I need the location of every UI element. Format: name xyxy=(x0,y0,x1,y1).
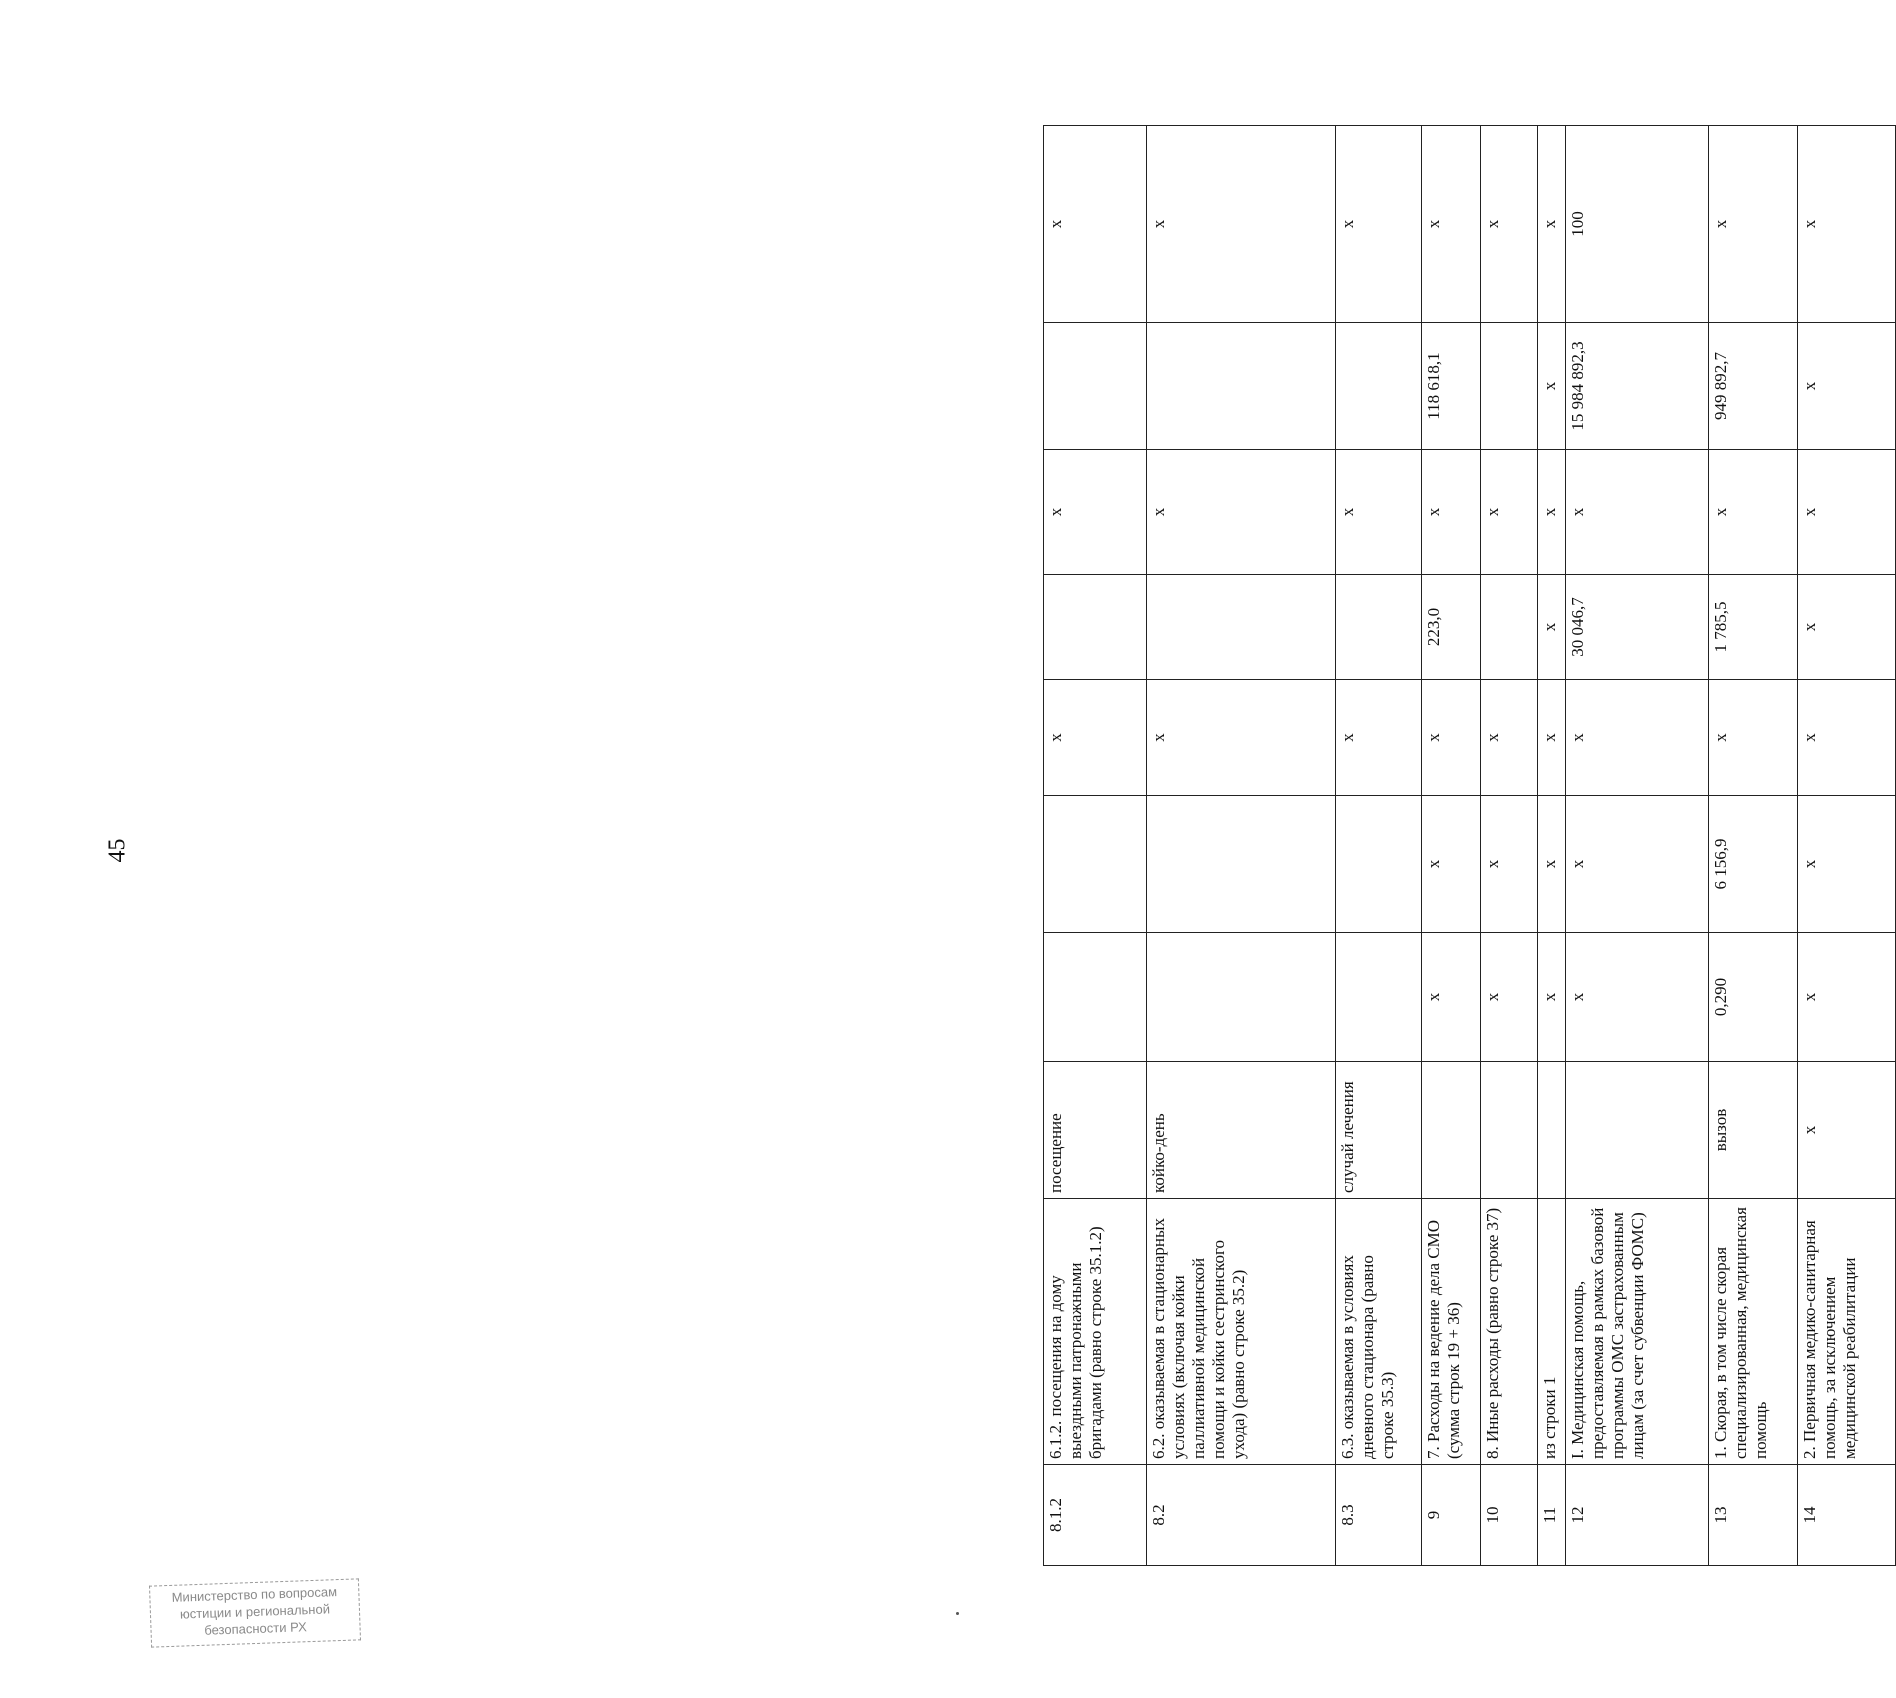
cell-value: х xyxy=(1422,933,1481,1062)
cell-value: 30 046,7 xyxy=(1566,575,1709,680)
table-row xyxy=(1044,126,1147,1566)
row-number: 13 xyxy=(1709,1465,1798,1566)
row-unit: посещение xyxy=(1044,1062,1147,1199)
cell-value: х xyxy=(1481,796,1538,933)
row-number: 8.3 xyxy=(1336,1465,1422,1566)
row-number: 12 xyxy=(1566,1465,1709,1566)
data-table xyxy=(1043,125,1896,1566)
cell-value: х xyxy=(1044,450,1147,575)
cell-value: х xyxy=(1044,126,1147,323)
row-name: 6.1.2. посещения на дому выездными патронажными бригадами (равно строке 35.1.2) xyxy=(1044,1199,1147,1465)
cell-value xyxy=(1336,575,1422,680)
cell-value: 1 785,5 xyxy=(1709,575,1798,680)
row-unit: вызов xyxy=(1709,1062,1798,1199)
row-name: из строки 1 xyxy=(1538,1199,1566,1465)
row-name: 6.2. оказываемая в стационарных условиях (включая койки паллиативной медицинской помощи и койки сестринского ухода) (равно строке 35.2) xyxy=(1147,1199,1336,1465)
cell-value xyxy=(1147,796,1336,933)
cell-value: 949 892,7 xyxy=(1709,323,1798,450)
cell-value: х xyxy=(1422,680,1481,796)
table-row xyxy=(1422,126,1481,1566)
cell-value: 100 xyxy=(1566,126,1709,323)
cell-value: 6 156,9 xyxy=(1709,796,1798,933)
cell-value: х xyxy=(1566,680,1709,796)
table-row xyxy=(1336,126,1422,1566)
scan-speck xyxy=(956,1612,959,1615)
cell-value: х xyxy=(1481,450,1538,575)
cell-value: х xyxy=(1566,933,1709,1062)
cell-value xyxy=(1147,323,1336,450)
row-unit: х xyxy=(1798,1062,1896,1199)
cell-value: х xyxy=(1336,126,1422,323)
cell-value: х xyxy=(1044,680,1147,796)
row-number: 11 xyxy=(1538,1465,1566,1566)
cell-value xyxy=(1147,933,1336,1062)
cell-value: х xyxy=(1709,450,1798,575)
row-name: I. Медицинская помощь, предоставляемая в рамках базовой программы ОМС застрахованным лицам (за счет субвенции ФОМС) xyxy=(1566,1199,1709,1465)
cell-value xyxy=(1481,575,1538,680)
cell-value: 118 618,1 xyxy=(1422,323,1481,450)
cell-value: х xyxy=(1538,323,1566,450)
table-row xyxy=(1798,126,1896,1566)
row-number: 8.1.2 xyxy=(1044,1465,1147,1566)
page-number: 45 xyxy=(104,838,131,863)
cell-value: х xyxy=(1538,933,1566,1062)
cell-value: х xyxy=(1422,126,1481,323)
row-name: 6.3. оказываемая в условиях дневного стационара (равно строке 35.3) xyxy=(1336,1199,1422,1465)
row-name: 8. Иные расходы (равно строке 37) xyxy=(1481,1199,1538,1465)
cell-value: х xyxy=(1798,450,1896,575)
row-number: 10 xyxy=(1481,1465,1538,1566)
row-number: 9 xyxy=(1422,1465,1481,1566)
cell-value: 0,290 xyxy=(1709,933,1798,1062)
stamp-line: юстиции и региональной xyxy=(179,1601,331,1622)
row-unit: случай лечения xyxy=(1336,1062,1422,1199)
table-row xyxy=(1566,126,1709,1566)
cell-value: х xyxy=(1336,450,1422,575)
row-unit xyxy=(1566,1062,1709,1199)
table-row xyxy=(1709,126,1798,1566)
cell-value: х xyxy=(1798,323,1896,450)
cell-value: х xyxy=(1709,680,1798,796)
table-row xyxy=(1147,126,1336,1566)
cell-value xyxy=(1481,323,1538,450)
cell-value: х xyxy=(1147,126,1336,323)
row-name: 2. Первичная медико-санитарная помощь, за исключением медицинской реабилитации xyxy=(1798,1199,1896,1465)
rotated-table-area xyxy=(1043,126,1895,1566)
cell-value: 15 984 892,3 xyxy=(1566,323,1709,450)
stamp-line: Министерство по вопросам xyxy=(171,1584,338,1605)
cell-value xyxy=(1044,575,1147,680)
cell-value: х xyxy=(1798,680,1896,796)
cell-value: х xyxy=(1798,933,1896,1062)
cell-value: х xyxy=(1538,680,1566,796)
stamp-line: безопасности РХ xyxy=(204,1619,308,1638)
cell-value: х xyxy=(1538,450,1566,575)
cell-value: х xyxy=(1566,796,1709,933)
table-row xyxy=(1481,126,1538,1566)
cell-value: х xyxy=(1798,126,1896,323)
cell-value: х xyxy=(1422,450,1481,575)
cell-value xyxy=(1044,796,1147,933)
row-unit xyxy=(1422,1062,1481,1199)
cell-value: х xyxy=(1538,575,1566,680)
cell-value: х xyxy=(1422,796,1481,933)
cell-value: х xyxy=(1798,575,1896,680)
cell-value: х xyxy=(1798,796,1896,933)
cell-value xyxy=(1044,323,1147,450)
ministry-stamp xyxy=(149,1578,361,1647)
cell-value: х xyxy=(1566,450,1709,575)
cell-value: х xyxy=(1481,933,1538,1062)
cell-value: х xyxy=(1147,450,1336,575)
cell-value: х xyxy=(1147,680,1336,796)
cell-value: х xyxy=(1481,680,1538,796)
table-row xyxy=(1538,126,1566,1566)
cell-value xyxy=(1336,796,1422,933)
cell-value: 223,0 xyxy=(1422,575,1481,680)
cell-value: х xyxy=(1481,126,1538,323)
cell-value: х xyxy=(1538,796,1566,933)
row-name: 7. Расходы на ведение дела СМО (сумма строк 19 + 36) xyxy=(1422,1199,1481,1465)
cell-value: х xyxy=(1538,126,1566,323)
row-unit: койко-день xyxy=(1147,1062,1336,1199)
row-number: 14 xyxy=(1798,1465,1896,1566)
cell-value: х xyxy=(1709,126,1798,323)
row-name: 1. Скорая, в том числе скорая специализированная, медицинская помощь xyxy=(1709,1199,1798,1465)
cell-value xyxy=(1336,933,1422,1062)
cell-value xyxy=(1044,933,1147,1062)
cell-value: х xyxy=(1336,680,1422,796)
row-number: 8.2 xyxy=(1147,1465,1336,1566)
cell-value xyxy=(1147,575,1336,680)
row-unit xyxy=(1481,1062,1538,1199)
row-unit xyxy=(1538,1062,1566,1199)
cell-value xyxy=(1336,323,1422,450)
